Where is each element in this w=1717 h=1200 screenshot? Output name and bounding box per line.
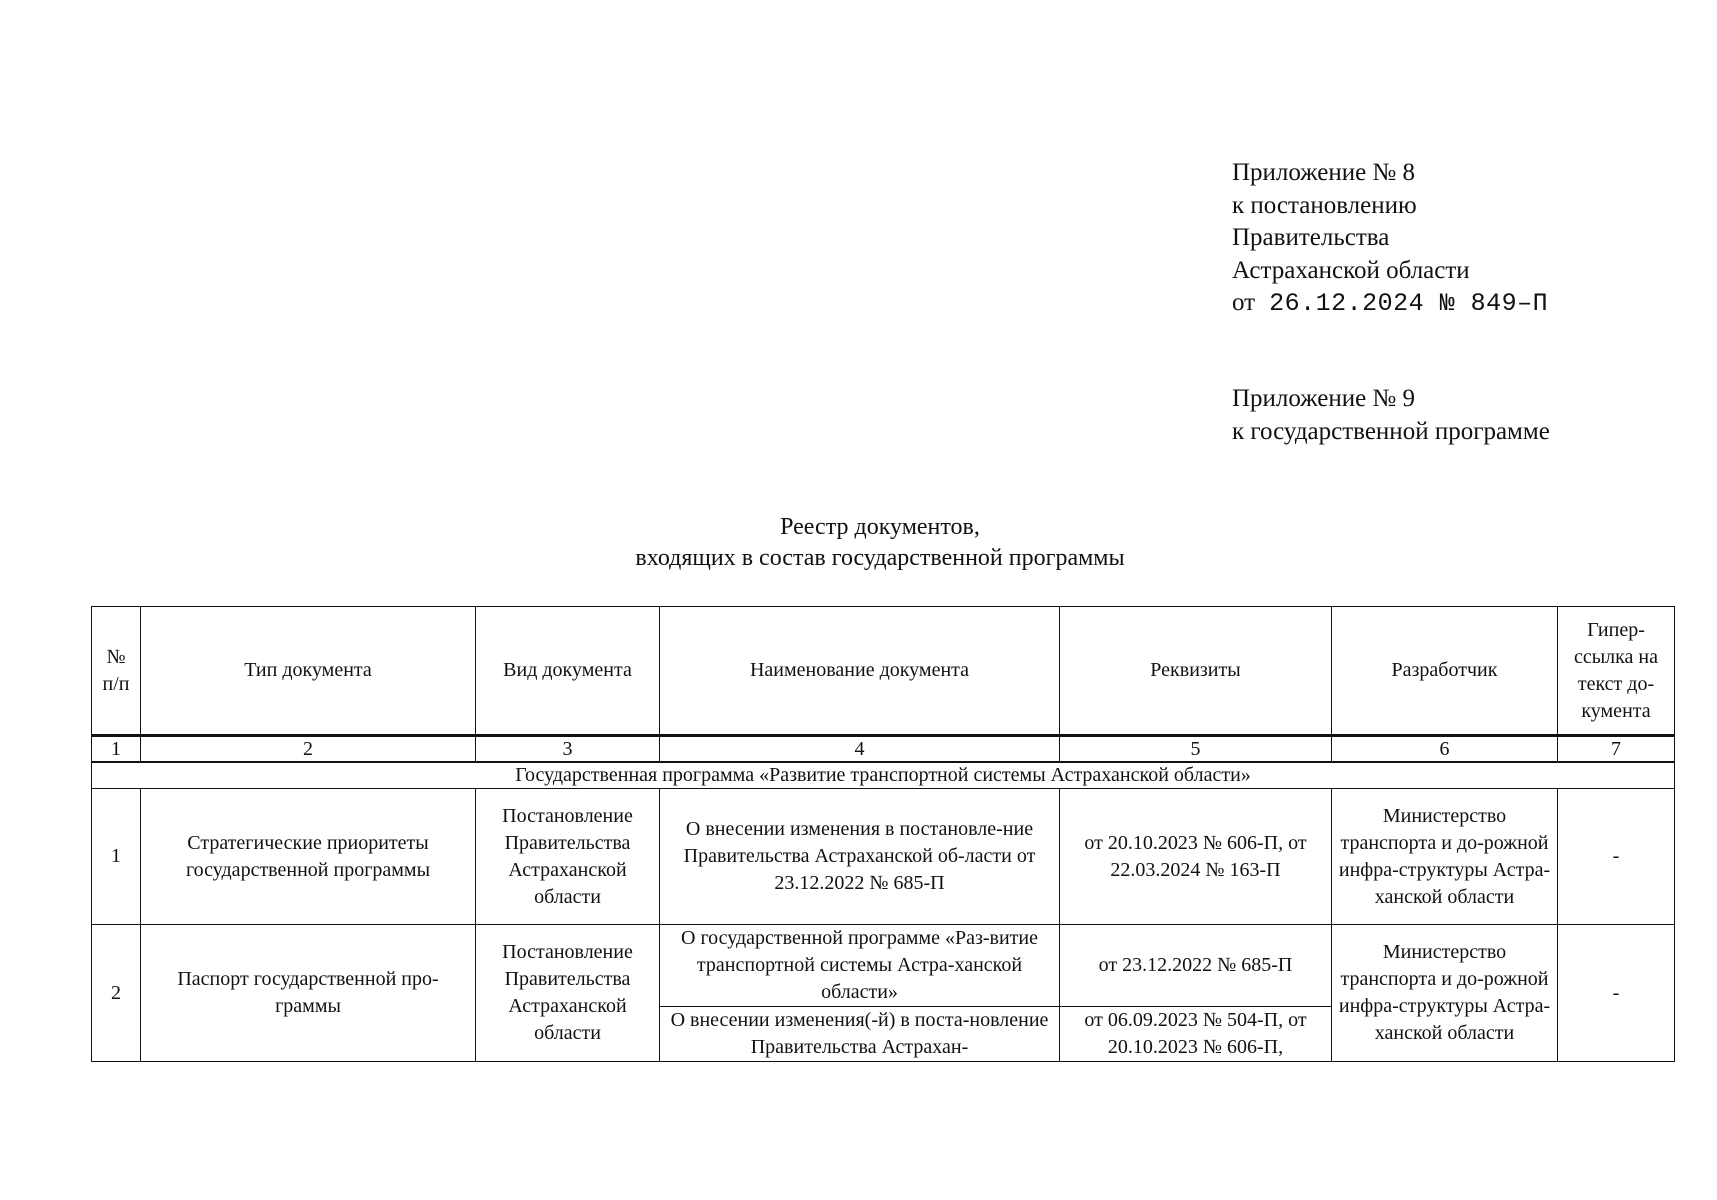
document-title [0,512,1717,574]
table-header-row [92,607,1675,736]
header-doc-type: Тип документа [141,607,476,736]
column-number: 7 [1558,736,1675,763]
annex-8-line: Правительства [1232,224,1390,251]
column-number: 1 [92,736,141,763]
section-title: Государственная программа «Развитие транспортной системы Астраханской области» [92,762,1675,789]
doc-name-cell: О внесении изменения в постановле-ние Правительства Астраханской об-ласти от 23.12.2022 № 685-П [660,789,1060,925]
header-hyperlink: Гипер-ссылка на текст до-кумента [1558,607,1675,736]
header-doc-kind: Вид документа [476,607,660,736]
table-row [92,789,1675,925]
hyperlink-cell: - [1558,789,1675,925]
row-number: 2 [92,925,141,1062]
annex-8-line: к постановлению [1232,191,1417,219]
header-number: № п/п [92,607,141,736]
doc-name-cell: О внесении изменения(-й) в поста-новление Правительства Астрахан- [660,1007,1060,1062]
annex-8-line: Астраханской области [1232,256,1470,284]
doc-type-cell: Паспорт государственной про-граммы [141,925,476,1062]
details-cell: от 06.09.2023 № 504-П, от 20.10.2023 № 606-П, [1060,1007,1332,1062]
developer-cell: Министерство транспорта и до-рожной инфра-структуры Астра-ханской области [1332,925,1558,1062]
doc-kind-cell: Постановление Правительства Астраханской области [476,925,660,1062]
document-registry-table [91,606,1675,1062]
annex-9-block [1232,383,1550,448]
title-line-1: Реестр документов, [780,514,980,540]
column-number: 2 [141,736,476,763]
developer-cell: Министерство транспорта и до-рожной инфра-структуры Астра-ханской области [1332,789,1558,925]
details-cell: от 20.10.2023 № 606-П, от 22.03.2024 № 163-П [1060,789,1332,925]
registration-stamp: 26.12.2024 № 849–П [1269,289,1549,318]
table-row [92,925,1675,1007]
header-doc-name: Наименование документа [660,607,1060,736]
date-prefix: от [1232,289,1256,316]
column-number: 4 [660,736,1060,763]
hyperlink-cell: - [1558,925,1675,1062]
column-number: 6 [1332,736,1558,763]
annex-9-line: Приложение № 9 [1232,385,1416,412]
annex-8-line: Приложение № 8 [1232,159,1416,186]
column-number: 3 [476,736,660,763]
doc-kind-cell: Постановление Правительства Астраханской области [476,789,660,925]
doc-type-cell: Стратегические приоритеты государственной программы [141,789,476,925]
header-details: Реквизиты [1060,607,1332,736]
column-number: 5 [1060,736,1332,763]
section-row [92,762,1675,789]
annex-9-line: к государственной программе [1232,417,1550,445]
annex-8-date-line [1232,287,1548,321]
column-number-row [92,736,1675,763]
header-developer: Разработчик [1332,607,1558,736]
annex-8-block [1232,157,1548,321]
row-number: 1 [92,789,141,925]
details-cell: от 23.12.2022 № 685-П [1060,925,1332,1007]
doc-name-cell: О государственной программе «Раз-витие транспортной системы Астра-ханской области» [660,925,1060,1007]
title-line-2: входящих в состав государственной программы [635,545,1125,571]
